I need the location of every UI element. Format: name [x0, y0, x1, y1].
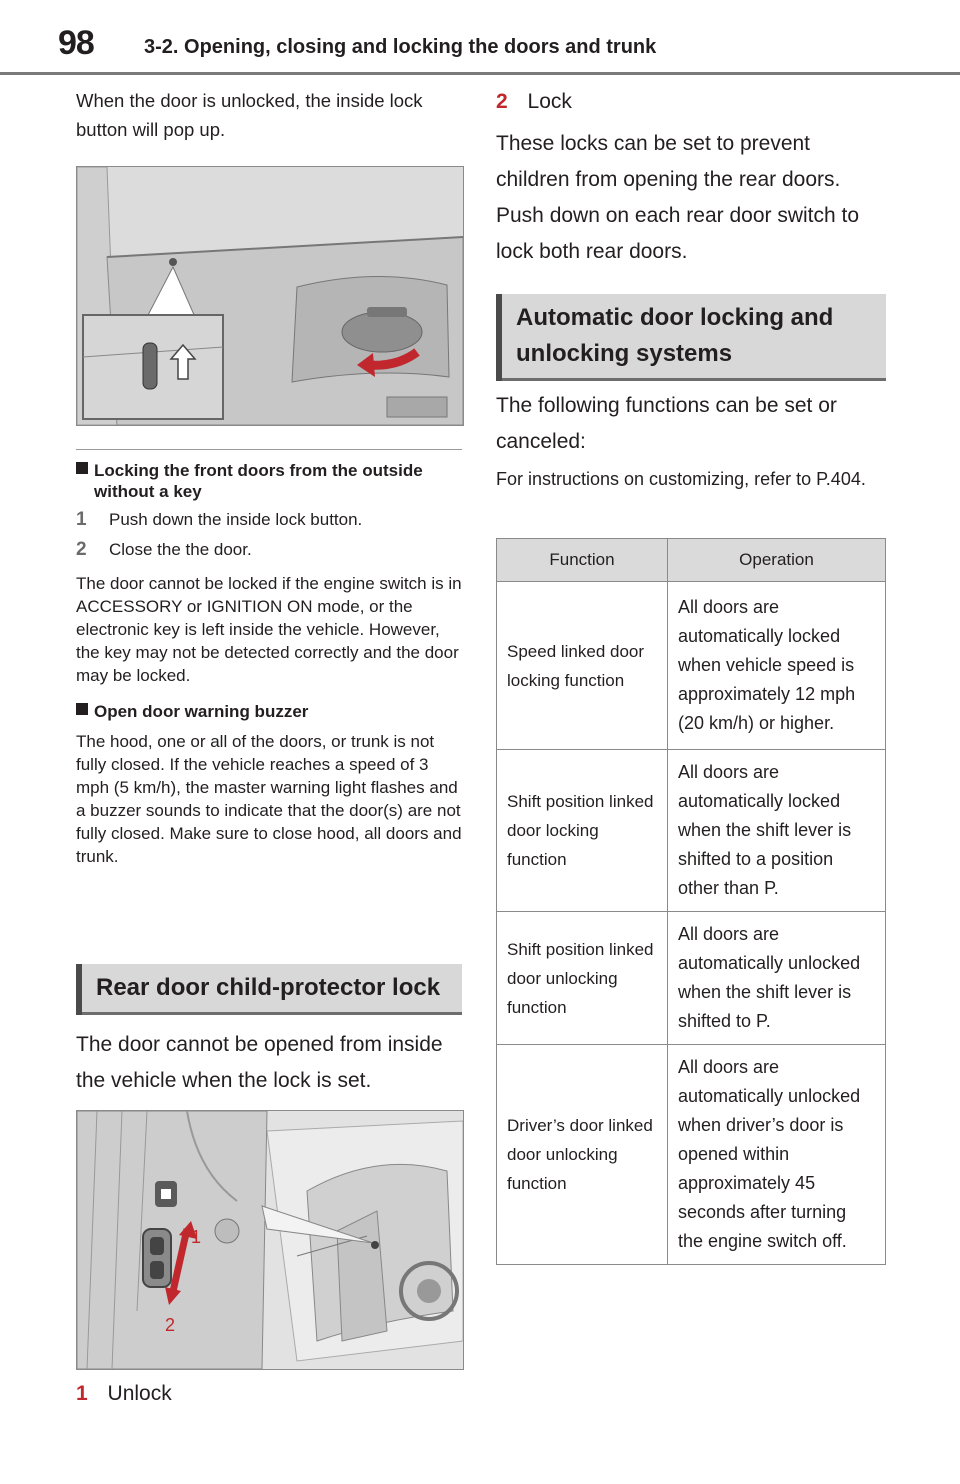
- table-row: [497, 912, 886, 1045]
- lock-description-text: These locks can be set to prevent children from opening the rear doors. Push down on each rear door switch to lock both rear doors.: [496, 132, 860, 263]
- left-column: [76, 86, 464, 144]
- auto-lock-intro-text: The following functions can be set or canceled:: [496, 394, 837, 453]
- locking-heading-text: Locking the front doors from the outside without a key: [94, 461, 423, 501]
- unlock-text: Unlock: [107, 1382, 172, 1405]
- operation-cell: All doors are automatically locked when vehicle speed is approximately 12 mph (20 km/h) or higher.: [668, 582, 886, 750]
- child-lock-description: [76, 1027, 466, 1099]
- child-lock-illustration: [77, 1111, 463, 1369]
- buzzer-heading: [76, 701, 464, 722]
- figure-label-2: 2: [165, 1315, 176, 1335]
- table-row: [497, 1045, 886, 1265]
- function-cell: Shift position linked door locking function: [497, 750, 668, 912]
- page-header: [0, 0, 960, 74]
- door-interior-illustration: [77, 167, 463, 425]
- locking-step-1: [76, 508, 464, 532]
- child-lock-text: The door cannot be opened from inside the vehicle when the lock is set.: [76, 1033, 443, 1092]
- step-text: Close the the door.: [109, 540, 252, 559]
- column-header-operation: Operation: [668, 539, 886, 582]
- functions-table: [496, 538, 886, 1265]
- locking-subsection: [76, 460, 464, 868]
- lock-label: [496, 86, 572, 118]
- auto-lock-heading: [496, 294, 886, 381]
- buzzer-note: The hood, one or all of the doors, or trunk is not fully closed. If the vehicle reaches a speed of 3 mph (5 km/h), the master warning light flashes and a buzzer sounds to indicate that the door(s) are not fully closed. Make sure to close hood, all doors and trunk.: [76, 732, 462, 866]
- function-cell: Shift position linked door unlocking function: [497, 912, 668, 1045]
- locking-step-2: [76, 538, 464, 562]
- auto-lock-heading-text: Automatic door locking and unlocking systems: [516, 304, 834, 367]
- figure-child-lock: [76, 1110, 464, 1370]
- step-number: 1: [76, 509, 87, 530]
- auto-lock-intro: [496, 388, 888, 460]
- customize-note: [496, 466, 866, 493]
- lock-text: Lock: [527, 90, 572, 113]
- section-title: 3-2. Opening, closing and locking the doors and trunk: [144, 36, 657, 58]
- function-cell: Driver’s door linked door unlocking function: [497, 1045, 668, 1265]
- unlock-number: 1: [76, 1382, 88, 1405]
- square-bullet-icon: [76, 703, 88, 715]
- table-header-row: [497, 539, 886, 582]
- figure-label-1: 1: [191, 1227, 202, 1247]
- unlock-label: [76, 1378, 172, 1410]
- operation-cell: All doors are automatically unlocked when driver’s door is opened within approximately 45 seconds after turning the engine switch off.: [668, 1045, 886, 1265]
- header-rule: [0, 72, 960, 75]
- child-lock-heading: [76, 964, 462, 1015]
- operation-cell: All doors are automatically unlocked when the shift lever is shifted to P.: [668, 912, 886, 1045]
- locking-heading: [76, 460, 464, 502]
- operation-cell: All doors are automatically locked when the shift lever is shifted to a position other than P.: [668, 750, 886, 912]
- square-bullet-icon: [76, 462, 88, 474]
- function-cell: Speed linked door locking function: [497, 582, 668, 750]
- subsection-rule: [76, 449, 462, 450]
- buzzer-heading-text: Open door warning buzzer: [94, 702, 309, 721]
- intro-text: When the door is unlocked, the inside lock button will pop up.: [76, 90, 423, 140]
- figure-inside-lock-button: [76, 166, 464, 426]
- table-row: [497, 750, 886, 912]
- customize-note-text: For instructions on customizing, refer to P.404.: [496, 469, 866, 489]
- column-header-function: Function: [497, 539, 668, 582]
- child-lock-heading-text: Rear door child-protector lock: [96, 974, 441, 1001]
- step-text: Push down the inside lock button.: [109, 510, 363, 529]
- table-row: [497, 582, 886, 750]
- page-number: 98: [58, 24, 94, 62]
- locking-note: The door cannot be locked if the engine switch is in ACCESSORY or IGNITION ON mode, or the electronic key is left inside the vehicle. However, the key may not be detected correctly and the door may be locked.: [76, 574, 462, 685]
- lock-description: [496, 126, 888, 270]
- lock-number: 2: [496, 90, 508, 113]
- step-number: 2: [76, 539, 87, 560]
